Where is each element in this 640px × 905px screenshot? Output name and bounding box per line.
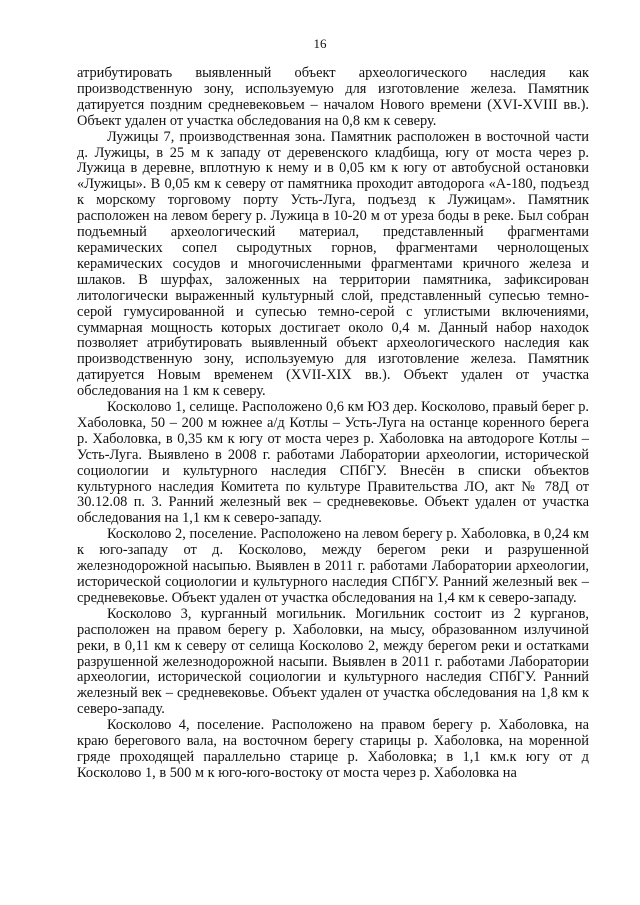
paragraph-koskolovo-4: Косколово 4, поселение. Расположено на правом берегу р. Хаболовка, на краю берегового вала, на восточном берегу старицы р. Хаболовка, на моренной гряде проходящей параллельно старице р. Хаболовка; в 1,1 км.к югу от д Косколово 1, в 500 м к юго-юго-востоку от моста через р. Хаболовка на [77, 717, 589, 781]
paragraph-koskolovo-3: Косколово 3, курганный могильник. Могильник состоит из 2 курганов, расположен на правом берегу р. Хаболовки, на мысу, образованном излучиной реки, в 0,11 км к северу от селища Косколово 2, между берегом реки и остатками разрушенной железнодорожной насыпи. Выявлен в 2011 г. работами Лаборатории археологии, исторической социологии и культурного наследия СПбГУ. Ранний железный век – средневековье. Объект удален от участка обследования на 1,8 км к северо-западу. [77, 605, 589, 718]
paragraph-koskolovo-2: Косколово 2, поселение. Расположено на левом берегу р. Хаболовка, в 0,24 км к юго-западу от д. Косколово, между берегом реки и разрушенной железнодорожной насыпью. Выявлен в 2011 г. работами Лаборатории археологии, исторической социологии и культурного наследия СПбГУ. Ранний железный век – средневековье. Объект удален от участка обследования на 1,4 км к северо-западу. [77, 526, 589, 606]
paragraph-lugitsy-6-ending: атрибутировать выявленный объект археологического наследия как производственную зону, используемую для изготовление железа. Памятник датируется поздним средневековьем – началом Нового времени (XVI-XVIII вв.). Объект удален от участка обследования на 0,8 км к северу. [77, 65, 589, 129]
paragraph-lugitsy-7: Лужицы 7, производственная зона. Памятник расположен в восточной части д. Лужицы, в 25 м к западу от деревенского кладбища, югу от моста через р. Лужица в деревне, вплотную к нему и в 0,05 км к югу от автобусной остановки «Лужицы». В 0,05 км к северу от памятника проходит автодорога «А-180, подъезд к морскому торговому порту Усть-Луга, подъезд к Лужицам». Памятник расположен на левом берегу р. Лужица в 10-20 м от уреза боды в реке. Был собран подъемный археологический материал, представленный фрагментами керамических сопел сыродутных горнов, фрагментами чернолощеных керамических сосудов и многочисленными фрагментами кричного железа и шлаков. В шурфах, заложенных на территории памятника, зафиксирован литологически выраженный культурный слой, представленный супесью темно-серой гумусированной и супесью темно-серой с углистыми включениями, суммарная мощность которых достигает около 0,4 м. Данный набор находок позволяет атрибутировать выявленный объект археологического наследия как производственную зону, используемую для изготовление железа. Памятник датируется Новым временем (XVII-XIX вв.). Объект удален от участка обследования на 1 км к северу. [77, 128, 589, 400]
paragraph-koskolovo-1: Косколово 1, селище. Расположено 0,6 км ЮЗ дер. Косколово, правый берег р. Хаболовка, 50 – 200 м южнее а/д Котлы – Усть-Луга на останце коренного берега р. Хаболовка, в 0,35 км к югу от моста через р. Хаболовка на автодороге Котлы – Усть-Луга. Выявлено в 2008 г. работами Лаборатории археологии, исторической социологии и культурного наследия СПбГУ. Внесён в списки объектов культурного наследия Комитета по культуре Правительства ЛО, акт № 78Д от 30.12.08 п. 3. Ранний железный век – средневековье. Объект удален от участка обследования на 1,1 км к северо-западу. [77, 399, 589, 527]
body-text [77, 66, 589, 782]
page-number: 16 [313, 36, 327, 51]
